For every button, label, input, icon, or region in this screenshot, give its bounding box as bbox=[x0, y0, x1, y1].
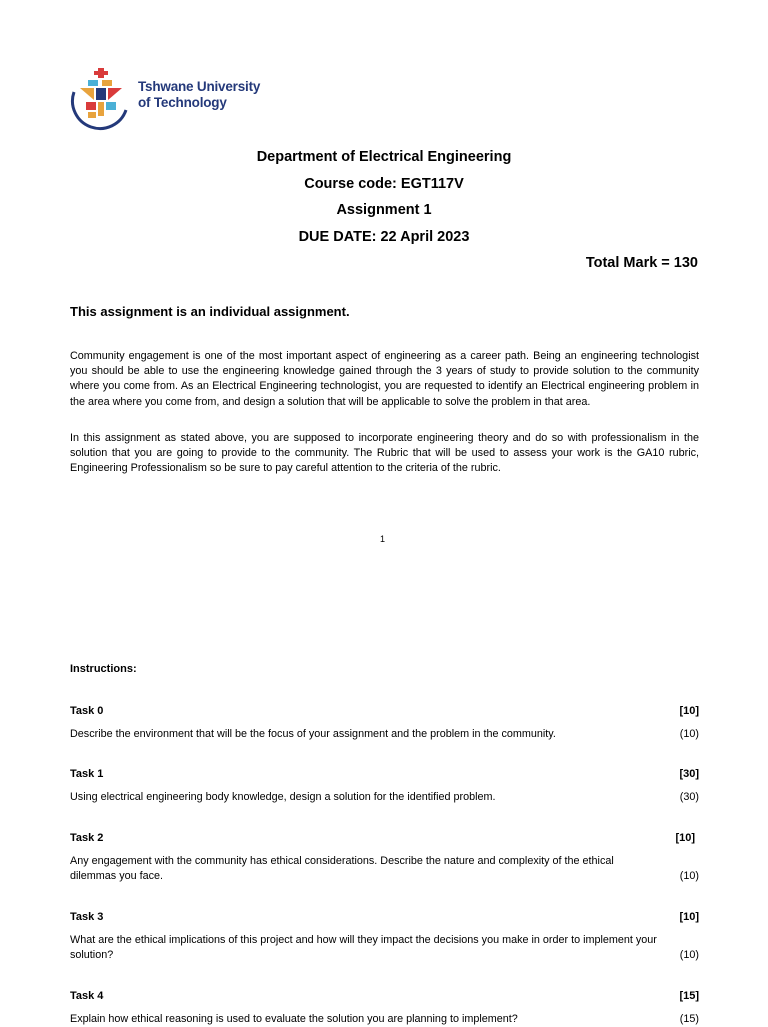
task-sub-marks: (10) bbox=[679, 949, 699, 962]
total-mark: Total Mark = 130 bbox=[585, 255, 698, 271]
task-block bbox=[70, 768, 699, 805]
individual-assignment-note: This assignment is an individual assignment. bbox=[70, 304, 350, 319]
task-total-marks: [15] bbox=[679, 990, 699, 1002]
assignment-heading: Assignment 1 bbox=[336, 202, 432, 218]
task-header bbox=[70, 911, 699, 927]
task-total-marks: [30] bbox=[679, 768, 699, 780]
task-total-marks: [10] bbox=[675, 832, 695, 844]
university-name-line1: Tshwane University bbox=[138, 79, 261, 94]
task-sub-marks: (15) bbox=[679, 1013, 699, 1025]
task-header bbox=[70, 990, 699, 1006]
intro-paragraph: Community engagement is one of the most important aspect of engineering as a career path. Being an engineering technologist you should be able to use the engineering knowledge gained through the 3 years of study to provide solution to the community where you come from. As an Electrical Engineering technologist, you are requested to identify an Electrical engineering problem in the area where you come from, and design a solution that will be applicable to solve the problem in that area. bbox=[70, 350, 699, 408]
theory-paragraph: In this assignment as stated above, you are supposed to incorporate engineering theory and do so with professionalism in the solution that you are going to provide to the community. The Rubric that will be used to assess your work is the GA10 rubric, Engineering Professionalism so be sure to pay careful attention to the criteria of the rubric. bbox=[70, 432, 699, 475]
task-text: Describe the environment that will be the focus of your assignment and the problem in the community. bbox=[70, 728, 556, 740]
course-code-heading: Course code: EGT117V bbox=[304, 176, 464, 192]
task-sub-marks: (10) bbox=[679, 728, 699, 740]
task-title: Task 1 bbox=[70, 768, 104, 780]
task-title: Task 0 bbox=[70, 705, 104, 717]
page-number: 1 bbox=[380, 534, 386, 544]
task-header bbox=[70, 768, 699, 784]
university-logo bbox=[68, 66, 268, 136]
university-name bbox=[138, 79, 260, 111]
university-crest-icon bbox=[68, 66, 132, 132]
task-text: What are the ethical implications of this project and how will they impact the decisions you make in order to implement your solution? bbox=[70, 934, 657, 962]
task-block bbox=[70, 911, 699, 963]
task-title: Task 3 bbox=[70, 911, 104, 923]
task-description bbox=[70, 854, 699, 884]
task-description bbox=[70, 1012, 699, 1027]
task-block bbox=[70, 705, 699, 742]
task-block bbox=[70, 990, 699, 1027]
task-text: Any engagement with the community has ethical considerations. Describe the nature and complexity of the ethical dilemmas you face. bbox=[70, 855, 614, 883]
task-title: Task 4 bbox=[70, 990, 104, 1002]
task-block bbox=[70, 832, 699, 884]
task-description bbox=[70, 727, 699, 742]
task-text: Explain how ethical reasoning is used to evaluate the solution you are planning to implement? bbox=[70, 1013, 518, 1025]
task-sub-marks: (30) bbox=[679, 791, 699, 803]
university-name-line2: of Technology bbox=[138, 95, 227, 110]
task-description bbox=[70, 790, 699, 805]
task-title: Task 2 bbox=[70, 832, 104, 844]
task-header bbox=[70, 832, 695, 848]
instructions-label: Instructions: bbox=[70, 663, 137, 675]
task-description bbox=[70, 933, 699, 963]
task-sub-marks: (10) bbox=[679, 870, 699, 883]
task-text: Using electrical engineering body knowledge, design a solution for the identified problem. bbox=[70, 791, 496, 803]
department-heading: Department of Electrical Engineering bbox=[256, 149, 512, 165]
task-header bbox=[70, 705, 699, 721]
task-total-marks: [10] bbox=[679, 705, 699, 717]
task-total-marks: [10] bbox=[679, 911, 699, 923]
due-date-heading: DUE DATE: 22 April 2023 bbox=[298, 229, 470, 245]
